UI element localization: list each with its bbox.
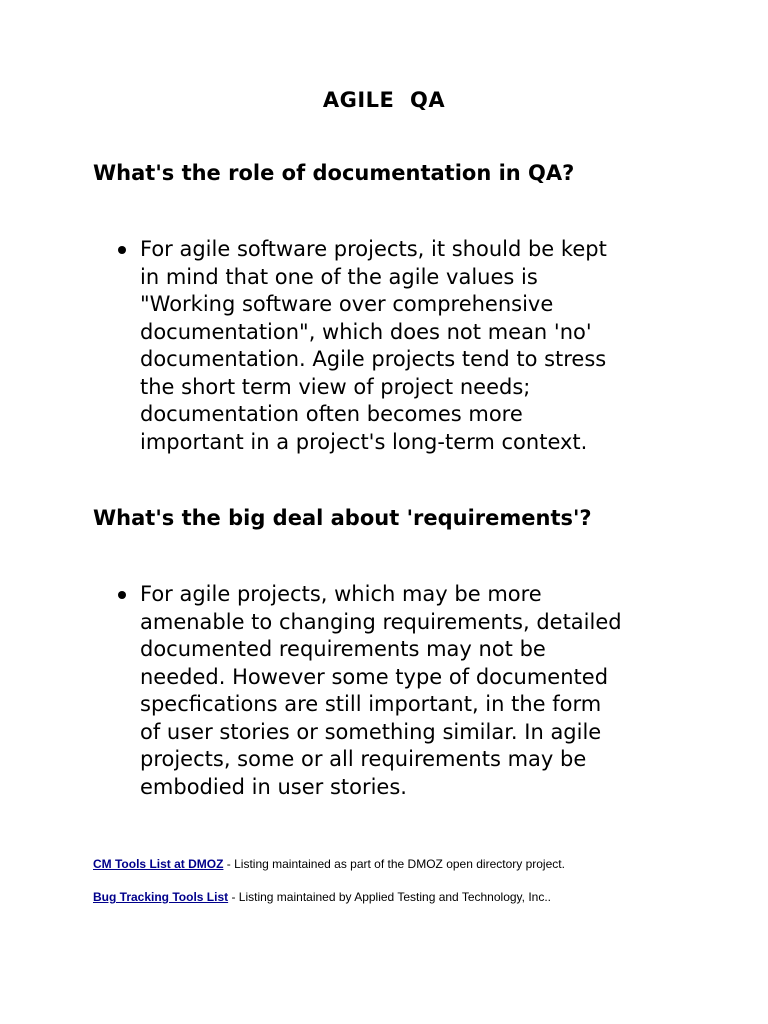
reference-description: - Listing maintained by Applied Testing and Technology, Inc.. [228,890,551,904]
list-item [118,236,678,456]
section-heading-documentation: What's the role of documentation in QA? [93,161,575,185]
section-heading-requirements: What's the big deal about 'requirements'? [93,506,592,530]
bullet-icon [118,591,126,599]
reference-description: - Listing maintained as part of the DMOZ open directory project. [223,857,565,871]
bug-tracking-tools-list-link[interactable]: Bug Tracking Tools List [93,890,229,904]
bullet-list-requirements [118,581,678,801]
bullet-list-documentation [118,236,678,456]
paragraph-text: For agile projects, which may be more amenable to changing requirements, detailed documented requirements may not be needed. However some type of documented specfications are still important, in the form of user stories or something similar. In agile projects, some or all requirements may be embodied in user stories. [140,582,622,799]
page-title: AGILE QA [322,88,446,112]
paragraph-text: For agile software projects, it should be kept in mind that one of the agile values is "Working software over comprehensive documentation", which does not mean 'no' documentation. Agile projects tend to stress the short term view of project needs; documentation often becomes more important in a project's long-term context. [140,237,607,454]
cm-tools-list-link[interactable]: CM Tools List at DMOZ [93,857,224,871]
reference-line [93,857,565,871]
bullet-icon [118,246,126,254]
reference-line [93,890,551,904]
list-item [118,581,678,801]
